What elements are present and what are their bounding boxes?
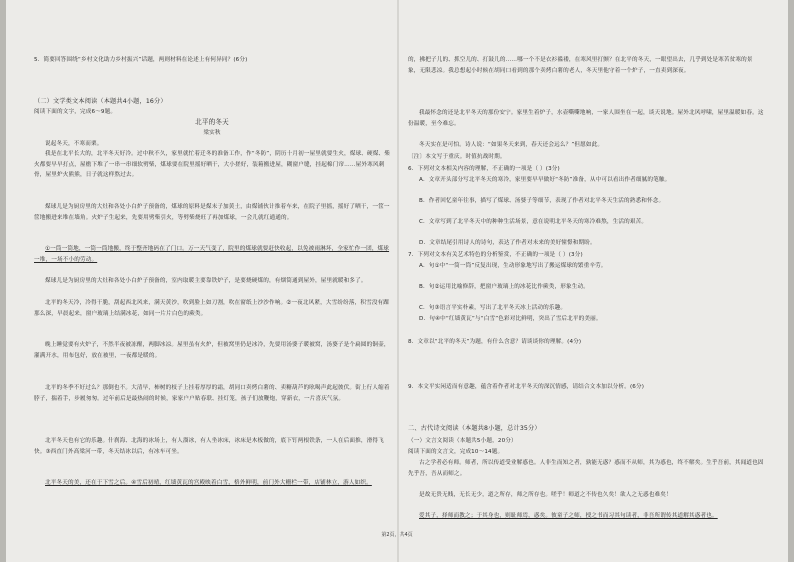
question-6-option: A．文章开头部分写北平冬天的寒冷，家里要早早做好“冬防”准备，从中可以看出作者细腻的笔触。 bbox=[419, 177, 671, 183]
question-9: 9．本文平实闲适而有意趣，蕴含着作者对北平冬天的深沉情感，请结合文本加以分析。(6分) bbox=[408, 384, 645, 390]
right-edge-shadow bbox=[788, 0, 794, 562]
essay-paragraph-underlined: ①一筒一筒地，一筒一筒地搬，终于整齐地码在了门口。万一天气变了，院里的煤球就要赶快收起，以免被雨淋坏，全家忙作一团，煤球一堆，一场不小的劳动。 bbox=[34, 246, 390, 263]
essay-title: 北平的冬天 bbox=[195, 118, 229, 126]
essay-paragraph: 晚上睡觉要有火炉子，不然半夜被冻醒，两脚冰凉。屋里虽有火炉，但被窝里仍是冰冷，先要用汤婆子暖被窝，汤婆子是个扁圆的铜壶，灌满开水，用布包好，放在被里，一夜都是暖的。 bbox=[34, 342, 390, 359]
classical-paragraph: 古之学者必有师。师者，所以传道受业解惑也。人非生而知之者，孰能无惑？惑而不从师，其为惑也，终不解矣。生乎吾前，其闻道也固先乎吾，吾从而师之。 bbox=[408, 460, 764, 477]
page-fold bbox=[397, 0, 399, 562]
question-7: 7．下列对文本有关艺术特色的分析鉴赏，不正确的一项是（ ）(3分) bbox=[408, 252, 583, 258]
reading-instruction: 阅读下面的文字，完成6～9题。 bbox=[34, 109, 117, 115]
question-6-option: C．文章写到了北平冬天中的种种生活场景，意在说明北平冬天的寒冷难熬，生活的艰苦。 bbox=[419, 219, 648, 225]
essay-paragraph: 煤球儿是为厨房里的大灶和各处小白炉子预备的，煤球的原料是煤末子加黄土，由煤铺伙计推着车来，在院子里摇，摇好了晒干，一筐一筐地搬进来堆在墙角。火炉子生起来，先要用劈柴引火，等劈柴烧旺了再加煤球，一会儿就红通通的。 bbox=[34, 204, 390, 221]
classical-paragraph: 是故无贵无贱，无长无少，道之所存，师之所存也。嗟乎！师道之不传也久矣！欲人之无惑也难矣！ bbox=[419, 492, 672, 498]
page-footer: 第2页，共4页 bbox=[381, 532, 413, 538]
essay-paragraph-underlined: 北平冬天的美，还在于下雪之后。④雪后初晴，红墙黄瓦的宫殿映着白雪，格外鲜明，前门外大栅栏一带，店铺林立，游人如织。 bbox=[45, 480, 372, 486]
answer-space-8 bbox=[408, 350, 764, 386]
question-7-option: D．句④中“红墙黄瓦”与“白雪”色彩对比鲜明，突出了雪后北平的美丽。 bbox=[419, 316, 602, 322]
question-7-option: C．句③语言平实朴素，写出了北平冬天冰上活动的乐趣。 bbox=[419, 305, 567, 311]
classical-instruction: 阅读下面的文言文，完成10～14题。 bbox=[408, 449, 504, 455]
essay-author: 梁实秋 bbox=[203, 130, 221, 136]
section-3-heading: 二、古代诗文阅读（本题共8小题，总计35分） bbox=[408, 425, 541, 432]
question-8: 8．文章以“北平的冬天”为题，有什么含意？请谈谈你的理解。(4分) bbox=[408, 339, 582, 345]
essay-paragraph: 的，拂把子儿的、抓空儿的、打鼓儿的……哪一个不是衣衫褴褛，在寒风里打颤？在北平的冬天，一眼望出去，几乎到处是寒苦贫寒的景象，无限悲凉。我总想起小时候在胡同口看到的那个卖烤白薯的老人，冬天里他守着一个炉子，一直卖到深夜。 bbox=[408, 57, 753, 74]
right-page bbox=[408, 0, 764, 562]
section-3-subheading: （一）文言文阅读（本题共5小题，20分） bbox=[408, 438, 517, 444]
question-6-option: B．作者回忆童年往事，描写了煤球、汤婆子等细节，表现了作者对北平冬天生活的熟悉和怀念。 bbox=[419, 198, 665, 204]
left-edge-shadow bbox=[0, 0, 6, 562]
essay-paragraph: 北平冬天也有它的乐趣。什刹海、北海的冰场上，有人溜冰，有人坐冰床，冰床是木板做的，底下钉两根铁条，一人在后面推，滑得飞快。③西直门外高梁河一带，冬天结冰以后，有冰车可坐。 bbox=[34, 438, 384, 455]
essay-paragraph: 我最怀念的还是北平冬天的那份安宁。家里生着炉子，水壶嘶嘶地响，一家人围坐在一起，谈天说地。屋外北风呼啸，屋里温暖如春。这份温暖，至今难忘。 bbox=[408, 110, 764, 127]
classical-paragraph-underlined: 爱其子，择师而教之；于其身也，则耻师焉，惑矣。彼童子之师，授之书而习其句读者，非吾所谓传其道解其惑者也。 bbox=[419, 513, 718, 519]
essay-paragraph: 我是在北平长大的，北平冬天好冷。过中秋不久，家里就忙着迁冬的准备工作，作“冬防”，阴历十月初一屋里就要生火，煤球、硬煤、柴火都要早早打点，屋檐下堆了一串一串细软劈柴，煤球要在院里摇好晒干，大小搓好，装箱搬进屋，糊窗户缝，挂起棉门帘……屋外寒风刺骨，屋里炉火熊熊，日子就这样熬过去。 bbox=[34, 151, 390, 179]
essay-paragraph: 北平的冬天冷，冷得干脆，刮起西北风来，满天黄沙，吹到脸上如刀割，吹在窗纸上沙沙作响。②一夜北风紧，大雪纷纷落，积雪没有踝那么深，早晨起来，窗户玻璃上结满冰花，如同一片片白色的蕨类。 bbox=[34, 300, 390, 317]
question-6-option: D．文章结尾引用诗人的诗句，表达了作者对未来的美好憧憬和期盼。 bbox=[419, 240, 596, 246]
essay-paragraph: 煤球儿是为厨房里的大灶和各处小白炉子预备的，室内取暖主要靠铁炉子，是要烧硬煤的，有烟筒通到屋外，屋里就暖和多了。 bbox=[45, 278, 367, 284]
question-5: 5．简要回答围绕“乡村文化助力乡村振兴”话题，两则材料在论述上有何异同？(6分) bbox=[34, 57, 248, 63]
question-6: 6．下列对文本相关内容的理解，不正确的一项是（ ）(3分) bbox=[408, 166, 560, 172]
left-page bbox=[34, 0, 390, 562]
essay-paragraph: 北平的冬季不好过么？那倒也不。大清早，柿树的枝子上挂着厚厚的霜，胡同口卖烤白薯的、卖糖葫芦的吆喝声此起彼伏。街上行人缩着脖子，揣着手，步履匆匆。过年前后是最热闹的时候，家家户户贴春联、挂灯笼，孩子们放鞭炮，穿新衣，一片喜庆气氛。 bbox=[34, 385, 390, 402]
question-7-option: A．句①中“一筒一筒”反复出现，生动形象地写出了搬运煤球的繁重辛劳。 bbox=[419, 263, 607, 269]
essay-paragraph: 冬天实在是可怕。诗人说：“如果冬天来到，春天还会远么？”但愿如此。 bbox=[419, 142, 604, 148]
question-7-option: B．句②运用比喻修辞，把窗户玻璃上的冰花比作蕨类，形象生动。 bbox=[419, 284, 589, 290]
section-2-heading: （二）文学类文本阅读（本题共4小题，16分） bbox=[34, 98, 167, 105]
essay-paragraph: 说起冬天，不寒而栗。 bbox=[45, 141, 103, 147]
essay-note: 〔注〕本文写于重庆。时值抗战时期。 bbox=[408, 154, 506, 160]
